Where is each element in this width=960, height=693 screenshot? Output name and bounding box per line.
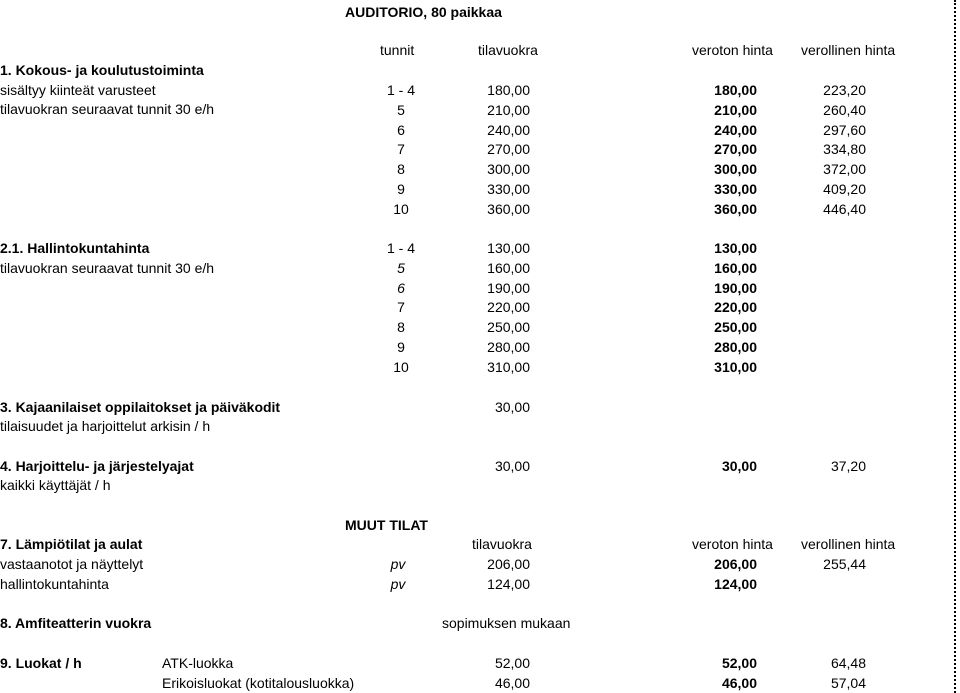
section-9-row-gross: 57,04 <box>830 675 866 691</box>
section-3-title: 3. Kajaanilaiset oppilaitokset ja päiväkodit <box>0 399 281 415</box>
section-1-row-hours: 7 <box>397 141 405 158</box>
section-7-row-rent: 124,00 <box>487 576 530 592</box>
section-4-gross: 37,20 <box>830 458 866 474</box>
section-7-header-verollinen: verollinen hinta <box>801 536 896 552</box>
section-2-title: 2.1. Hallintokuntahinta <box>0 240 150 256</box>
section-9-row-rent: 46,00 <box>494 675 530 691</box>
section-3-sub: tilaisuudet ja harjoittelut arkisin / h <box>0 418 211 434</box>
section-7-row-unit: pv <box>390 556 406 572</box>
section-3-rent: 30,00 <box>494 399 530 415</box>
section-2-row-net: 160,00 <box>714 259 757 276</box>
section-1-row-gross: 446,40 <box>823 200 866 217</box>
section-4-title: 4. Harjoittelu- ja järjestelyajat <box>0 458 194 474</box>
section-1-row-gross: 372,00 <box>823 161 866 178</box>
section-1-row-rent: 240,00 <box>487 121 530 138</box>
section-2-row-rent: 190,00 <box>487 279 530 296</box>
section-1-row-rent: 210,00 <box>487 101 530 118</box>
section-2-row-hours: 6 <box>397 279 405 296</box>
section-1-label-varusteet: sisältyy kiinteät varusteet <box>0 82 156 98</box>
section-2-row-hours: 9 <box>397 339 405 355</box>
section-1-row-net: 180,00 <box>714 82 757 98</box>
header-tunnit: tunnit <box>380 42 415 58</box>
section-7-row-gross: 255,44 <box>823 556 866 572</box>
section-2-row-net: 310,00 <box>714 358 757 375</box>
section-1-row-gross: 334,80 <box>823 141 866 158</box>
section-1-row-rent: 330,00 <box>487 181 530 197</box>
header-tilavuokra: tilavuokra <box>478 42 538 58</box>
section-2-row-net: 190,00 <box>714 279 757 296</box>
section-9-row-rent: 52,00 <box>494 655 530 671</box>
section-4-sub: kaikki käyttäjät / h <box>0 477 111 493</box>
section-1-row-net: 330,00 <box>714 181 757 197</box>
section-1-row-hours: 1 - 4 <box>386 82 415 98</box>
section-2-row-rent: 310,00 <box>487 358 530 375</box>
muut-tilat-heading: MUUT TILAT <box>345 517 428 533</box>
section-1-row-hours: 9 <box>397 181 405 197</box>
section-1-label-tunnit: tilavuokran seuraavat tunnit 30 e/h <box>0 101 215 117</box>
section-2-row-rent: 220,00 <box>487 299 530 316</box>
section-1-row-hours: 5 <box>397 101 405 118</box>
section-2-row-rent: 280,00 <box>487 339 530 355</box>
section-2-row-hours: 10 <box>393 358 409 375</box>
section-7-header-tilavuokra: tilavuokra <box>472 536 532 552</box>
section-1-title: 1. Kokous- ja koulutustoiminta <box>0 62 204 78</box>
section-2-row-net: 280,00 <box>714 339 757 355</box>
header-verollinen: verollinen hinta <box>801 42 896 58</box>
section-1-row-rent: 270,00 <box>487 141 530 158</box>
section-7-row-unit: pv <box>390 576 406 592</box>
section-8-value: sopimuksen mukaan <box>442 615 571 631</box>
page-edge-divider <box>954 0 956 693</box>
section-2-row-hours: 5 <box>397 259 405 276</box>
section-7-row-rent: 206,00 <box>487 556 530 572</box>
section-2-row-rent: 160,00 <box>487 259 530 276</box>
section-1-row-net: 240,00 <box>714 121 757 138</box>
section-1-row-gross: 260,40 <box>823 101 866 118</box>
page-title: AUDITORIO, 80 paikkaa <box>345 4 502 20</box>
section-7-row-label: hallintokuntahinta <box>0 576 109 592</box>
section-7-row-net: 206,00 <box>714 556 757 572</box>
section-2-row-hours: 7 <box>397 299 405 316</box>
section-2-row-hours: 8 <box>397 319 405 336</box>
section-9-row-label: ATK-luokka <box>162 655 234 671</box>
section-2-row-net: 220,00 <box>714 299 757 316</box>
section-9-title: 9. Luokat / h <box>0 655 82 671</box>
section-1-row-net: 270,00 <box>714 141 757 158</box>
section-9-row-gross: 64,48 <box>830 655 866 671</box>
section-1-row-gross: 223,20 <box>823 82 866 98</box>
section-1-row-rent: 360,00 <box>487 200 530 217</box>
header-veroton: veroton hinta <box>692 42 773 58</box>
section-2-row-hours: 1 - 4 <box>386 240 415 256</box>
section-9-row-net: 52,00 <box>721 655 757 671</box>
section-1-row-hours: 8 <box>397 161 405 178</box>
section-2-row-net: 250,00 <box>714 319 757 336</box>
section-4-rent: 30,00 <box>494 458 530 474</box>
section-7-row-net: 124,00 <box>714 576 757 592</box>
section-2-label-tunnit: tilavuokran seuraavat tunnit 30 e/h <box>0 260 215 276</box>
section-2-row-net: 130,00 <box>714 240 757 256</box>
section-8-title: 8. Amfiteatterin vuokra <box>0 615 152 631</box>
section-1-row-hours: 6 <box>397 121 405 138</box>
section-9-row-label: Erikoisluokat (kotitalousluokka) <box>162 675 355 691</box>
section-9-row-net: 46,00 <box>721 675 757 691</box>
section-1-row-net: 300,00 <box>714 161 757 178</box>
section-1-row-net: 210,00 <box>714 101 757 118</box>
section-1-row-hours: 10 <box>393 200 409 217</box>
section-7-header-veroton: veroton hinta <box>692 536 773 552</box>
section-4-net: 30,00 <box>721 458 757 474</box>
section-1-row-gross: 409,20 <box>823 181 866 197</box>
section-1-row-rent: 300,00 <box>487 161 530 178</box>
section-7-title: 7. Lämpiötilat ja aulat <box>0 536 143 552</box>
section-1-row-net: 360,00 <box>714 200 757 217</box>
section-1-row-gross: 297,60 <box>823 121 866 138</box>
section-2-row-rent: 130,00 <box>487 240 530 256</box>
section-1-row-rent: 180,00 <box>487 82 530 98</box>
section-2-row-rent: 250,00 <box>487 319 530 336</box>
section-7-row-label: vastaanotot ja näyttelyt <box>0 556 144 572</box>
